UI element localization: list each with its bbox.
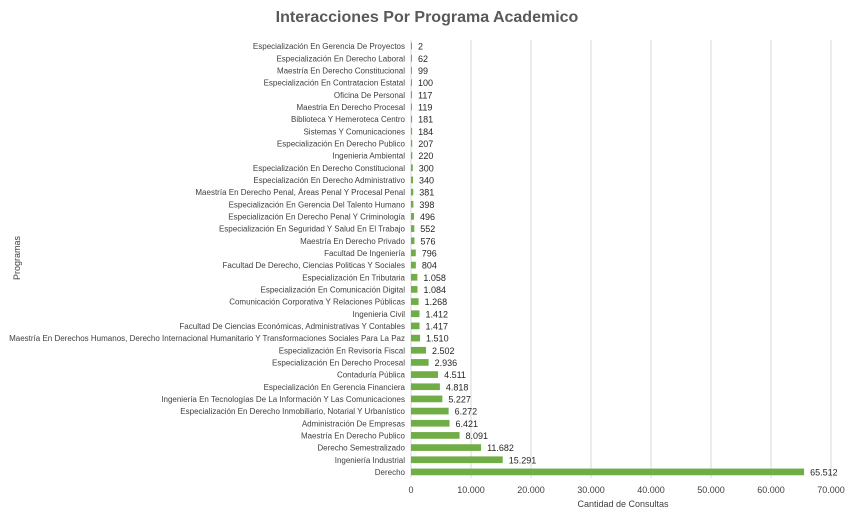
value-label: 207	[418, 138, 434, 149]
value-label: 1.417	[425, 321, 449, 332]
value-label: 99	[418, 65, 429, 76]
bar	[411, 237, 414, 244]
value-label: 804	[421, 260, 437, 271]
category-label: Sistemas Y Comunicaciones	[303, 127, 405, 137]
bar	[411, 347, 426, 354]
bar	[411, 335, 420, 342]
category-label: Oficina De Personal	[333, 90, 405, 100]
bar	[411, 262, 416, 269]
value-label: 6.272	[454, 406, 478, 417]
category-label: Maestria En Derecho Procesal	[296, 102, 405, 112]
bar	[411, 396, 442, 403]
category-label: Maestría En Derecho Privado	[300, 236, 405, 246]
category-label: Derecho Semestralizado	[317, 443, 405, 453]
value-label: 6.421	[455, 418, 479, 429]
x-tick-label: 10.000	[457, 485, 485, 495]
value-label: 184	[418, 126, 434, 137]
value-label: 398	[419, 199, 435, 210]
bar	[411, 43, 412, 50]
category-label: Ingeniería En Tecnologías De La Información Y Las Comunicaciones	[161, 394, 405, 404]
value-label: 2	[418, 41, 424, 52]
bar	[411, 140, 412, 147]
x-tick-label: 20.000	[517, 485, 545, 495]
category-label: Especialización En Derecho Penal Y Criminología	[228, 212, 405, 222]
value-label: 8.091	[465, 430, 489, 441]
value-labels	[418, 42, 838, 478]
category-label: Especialización En Derecho Procesal	[272, 358, 405, 368]
category-label: Especialización En Gerencia Financiera	[263, 382, 405, 392]
bar	[411, 323, 420, 330]
bar	[411, 310, 419, 317]
value-label: 381	[419, 187, 435, 198]
category-label: Ingeniería Industrial	[334, 455, 405, 465]
category-label: Especialización En Derecho Laboral	[276, 54, 405, 64]
value-label: 340	[419, 175, 435, 186]
category-label: Especialización En Revisoría Fiscal	[278, 346, 405, 356]
value-label: 576	[420, 236, 436, 247]
value-label: 300	[418, 163, 434, 174]
x-tick-label: 40.000	[637, 485, 665, 495]
value-label: 1.058	[423, 272, 446, 283]
bar	[411, 469, 804, 476]
value-label: 4.818	[445, 382, 469, 393]
value-label: 11.682	[487, 443, 514, 454]
category-label: Especialización En Comunicación Digital	[260, 285, 405, 295]
value-label: 1.268	[424, 297, 448, 308]
bar	[411, 432, 460, 439]
category-label: Facultad De Derecho, Ciencias Politicas Y Sociales	[222, 261, 405, 271]
bar	[411, 408, 449, 415]
category-label: Especialización En Derecho Constitucional	[252, 163, 405, 173]
value-label: 796	[421, 248, 437, 259]
value-label: 181	[418, 114, 434, 125]
bar	[411, 67, 412, 74]
value-label: 65.512	[810, 467, 838, 478]
value-label: 62	[418, 53, 429, 64]
category-label: Especialización En Gerencia Del Talento Humano	[228, 200, 405, 210]
category-label: Facultad De Ciencias Económicas, Administrativas Y Contables	[179, 321, 405, 331]
bar	[411, 298, 419, 305]
value-label: 119	[418, 102, 433, 113]
value-label: 5.227	[448, 394, 471, 405]
bar	[411, 116, 412, 123]
bar	[411, 274, 417, 281]
bar	[411, 286, 418, 293]
category-label: Especialización En Derecho Administrativo	[253, 175, 405, 185]
y-axis-label: Programas	[12, 235, 22, 281]
value-label: 2.502	[432, 345, 455, 356]
category-label: Contaduría Pública	[336, 370, 405, 380]
category-label: Maestría En Derecho Constitucional	[276, 66, 405, 76]
x-tick-label: 50.000	[697, 485, 725, 495]
bar	[411, 456, 503, 463]
x-tick-label: 70.000	[817, 485, 845, 495]
bar	[411, 371, 438, 378]
bar	[411, 79, 412, 86]
category-label: Biblioteca Y Hemeroteca Centro	[291, 115, 405, 125]
value-label: 100	[418, 78, 434, 89]
category-label: Ingenieria Ambiental	[332, 151, 405, 161]
value-label: 1.412	[425, 309, 449, 320]
category-label: Facultad De Ingeniería	[324, 248, 405, 258]
bar	[411, 55, 412, 62]
category-label: Maestría En Derecho Penal, Áreas Penal Y Procesal Penal	[195, 188, 405, 198]
bar	[411, 225, 414, 232]
value-label: 2.936	[434, 357, 458, 368]
x-tick-label: 30.000	[577, 485, 605, 495]
bar	[411, 250, 416, 257]
category-label: Especialización En Tributaria	[302, 273, 405, 283]
category-label: Comunicación Corporativa Y Relaciones Públicas	[229, 297, 405, 307]
bar	[411, 420, 450, 427]
category-label: Maestría En Derechos Humanos, Derecho Internacional Humanitario Y Transformaciones Sociales Para La Paz	[9, 334, 405, 344]
bar	[411, 128, 412, 135]
value-label: 4.511	[444, 370, 466, 381]
x-tick-label: 0	[408, 485, 414, 495]
value-label: 15.291	[508, 455, 537, 466]
bar	[411, 383, 440, 390]
chart-title: Interacciones Por Programa Academico	[275, 9, 579, 26]
bar	[411, 213, 414, 220]
value-label: 496	[419, 211, 436, 222]
bar	[411, 152, 412, 159]
category-label: Ingenieria Civil	[352, 309, 405, 319]
value-label: 220	[418, 151, 434, 162]
bar	[411, 104, 412, 111]
category-label: Especialización En Derecho Inmobiliario, Notarial Y Urbanístico	[180, 407, 405, 417]
x-tick-label: 60.000	[757, 485, 785, 495]
value-label: 117	[418, 90, 433, 101]
bar	[411, 444, 481, 451]
bar	[411, 177, 413, 184]
category-label: Especialización En Contratacion Estatal	[263, 78, 405, 88]
bar	[411, 201, 413, 208]
value-label: 552	[420, 224, 436, 235]
bar	[411, 359, 429, 366]
category-label: Administración De Empresas	[301, 419, 405, 429]
category-label: Maestría En Derecho Publico	[300, 431, 405, 441]
category-label: Especialización En Seguridad Y Salud En El Trabajo	[218, 224, 405, 234]
bar	[411, 91, 412, 98]
x-axis-label: Cantidad de Consultas	[577, 499, 669, 509]
bar	[411, 189, 413, 196]
category-label: Derecho	[374, 467, 405, 477]
category-labels	[9, 42, 405, 477]
category-label: Especialización En Gerencia De Proyectos	[252, 42, 405, 52]
category-label: Especialización En Derecho Publico	[276, 139, 405, 149]
x-tick-labels	[408, 485, 844, 495]
value-label: 1.510	[426, 333, 449, 344]
bar	[411, 164, 413, 171]
value-label: 1.084	[423, 284, 447, 295]
